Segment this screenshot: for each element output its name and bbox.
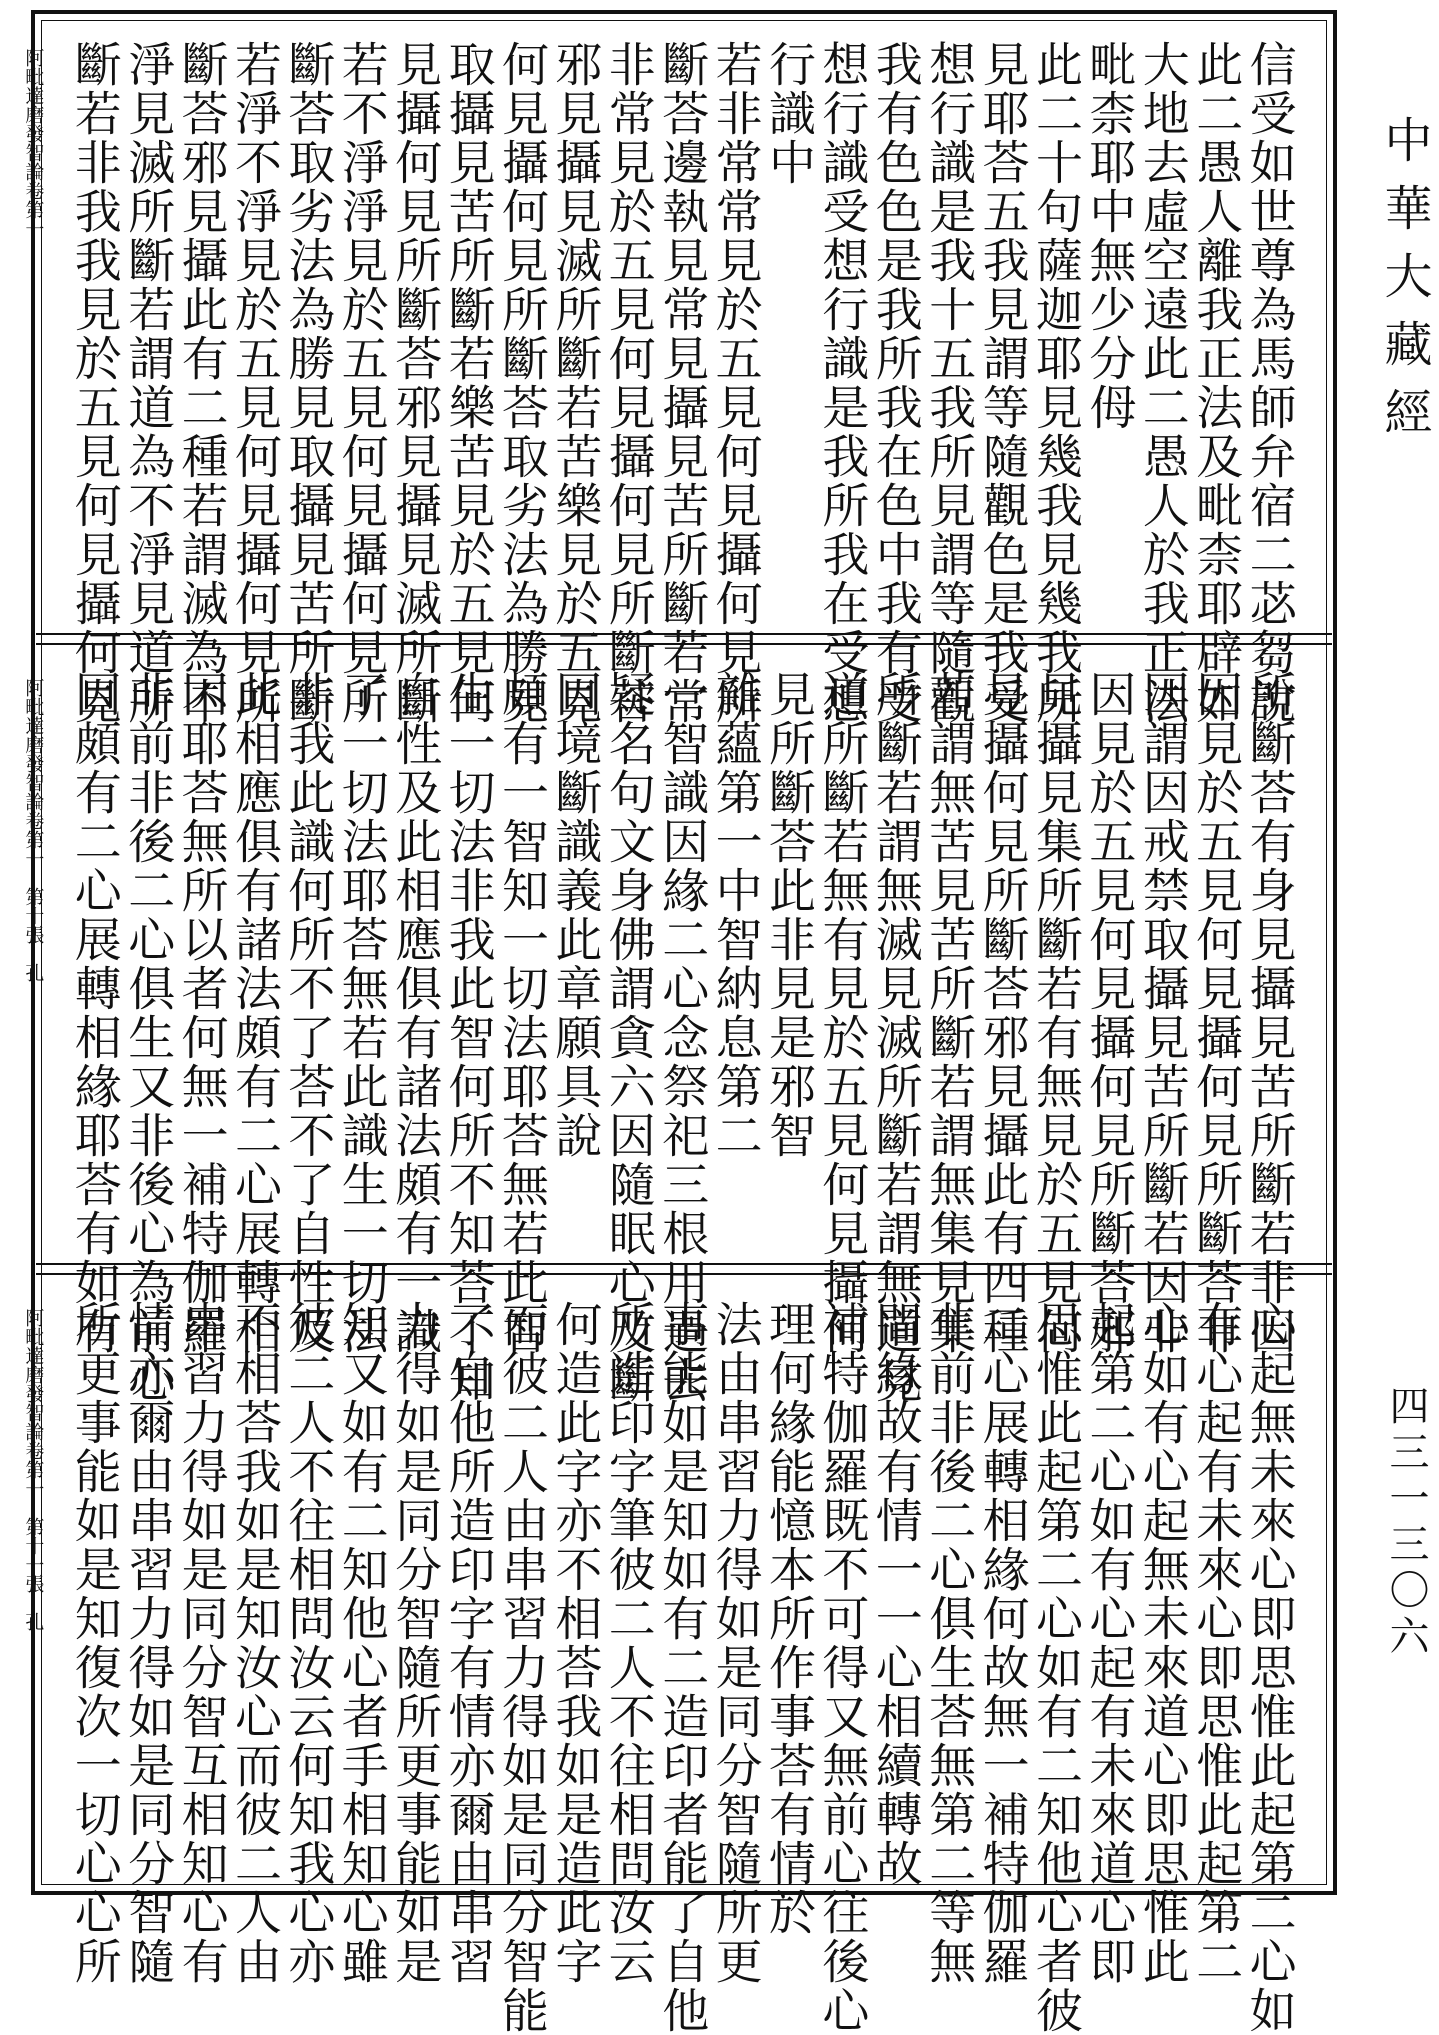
text-column: 疑名句文身佛謂貪六因隨眠心及斷: [600, 670, 656, 1405]
text-column: 信受如世尊為馬師弁宿二苾芻說: [1241, 40, 1297, 726]
text-column: 斷荅取劣法為勝見取攝見苦所斷: [280, 40, 336, 726]
text-column: 因見於五見何見攝何見所斷荅邪: [1081, 670, 1137, 1356]
text-column: 自性及此相應俱有諸法頗有一識: [387, 670, 443, 1356]
text-column: 行識中: [761, 40, 816, 187]
margin-note: 阿毗達磨發智論卷第一 第十張 孔: [22, 678, 45, 982]
text-column: 所斷若謂無滅見滅所斷若謂無道見: [867, 670, 923, 1405]
margin-note: 阿毗達磨發智論卷第一 第十一張 孔: [22, 1308, 45, 1631]
text-column: 見攝見集所斷若有無見於五見何: [1028, 670, 1083, 1356]
text-column: 斷荅邪見攝此有二種若謂滅為不: [173, 40, 229, 726]
text-column: 彼二人不往相問汝云何知我心亦: [280, 1300, 336, 1986]
text-column: 雜蘊第一中智納息第二: [707, 670, 763, 1160]
text-column: 一智識因緣二心念祭祀三根用過去: [654, 670, 710, 1405]
text-column: 見攝何見所斷荅邪見攝此有四種: [974, 670, 1030, 1356]
text-column: 有心起有未來心即思惟此起第二: [1188, 1300, 1244, 1986]
text-column: 而彼二人由串習力得如是同分智能: [494, 1300, 549, 2035]
text-column: 力得如是同分智隨所更事能如是: [387, 1300, 443, 1986]
text-column: 大地去虛空遠此二愚人於我正法: [1134, 40, 1190, 726]
text-column: 思惟此起第二心如有二知他心者彼: [1028, 1300, 1083, 2035]
text-column: 心如有心起無未來道心即思惟此: [1134, 1300, 1190, 1986]
text-column: 所造印字筆彼二人不往相問汝云: [600, 1300, 656, 1986]
text-column: 毗柰耶中無少分㑄: [1081, 40, 1137, 432]
text-column: 因謂因戒禁取攝見苦所斷若因非: [1134, 670, 1190, 1356]
text-column: 因境斷識義此章願具說: [547, 670, 603, 1160]
text-column: 我有色色是我所我在色中我有受: [867, 40, 923, 726]
text-column: 若謂無苦見苦所斷若謂無集見集: [921, 670, 977, 1356]
text-column: 間緣故有情一一心相續轉故: [867, 1300, 923, 1888]
text-column: 見攝何見所斷荅邪見攝見滅所斷: [387, 40, 443, 726]
text-column: 事能如是知如有二造印者能了自他: [654, 1300, 710, 2035]
text-column: 頗有一智知一切法耶荅無若此智: [494, 670, 549, 1356]
text-column: 心起無未來心即思惟此起第二心如: [1241, 1300, 1297, 2035]
text-column: 因耶荅無所以者何無一補特伽羅: [173, 670, 229, 1356]
text-column: 邪見攝見滅所斷若苦樂見於五見: [547, 40, 603, 726]
text-column: 何見攝何見所斷荅取劣法為勝見: [494, 40, 549, 726]
text-column: 理何緣能憶本所作事荅有情於: [761, 1300, 816, 1937]
text-column: 因見於五見何見攝何見所斷荅非: [1188, 670, 1244, 1356]
text-column: 法由串習力得如是同分智隨所更: [707, 1300, 763, 1986]
text-column: 見耶荅五我見謂等隨觀色是我受: [974, 40, 1030, 726]
text-column: 非前非後二心俱生又非後心為前心: [120, 670, 176, 1405]
text-column: 若淨不淨見於五見何見攝何見所: [227, 40, 282, 726]
text-column: 若非常常見於五見何見攝何見所: [707, 40, 763, 726]
text-column: 知又如有二知他心者手相知心雖: [333, 1300, 389, 1986]
text-column: 何造此字亦不相荅我如是造此字: [547, 1300, 603, 1986]
page-number: 四三一三〇六: [1383, 1385, 1429, 1661]
text-column: 此相應俱有諸法頗有二心展轉相: [227, 670, 282, 1356]
text-column: 生一切法非我此智何所不知荅不知: [440, 670, 496, 1405]
text-column: 非我此識何所不了荅不了自性及: [280, 670, 336, 1356]
text-column: 非常見於五見何見攝何見所斷荅: [600, 40, 656, 726]
text-column: 了一切法耶荅無若此識生一切法: [333, 670, 389, 1356]
collection-title: 中華大藏經: [1376, 115, 1432, 455]
text-column: 二心展轉相緣何故無一補特伽羅: [974, 1300, 1030, 1986]
text-column: 道所斷若無有見於五見何見攝何: [814, 670, 870, 1356]
text-column: 不相荅我如是知汝心而彼二人由: [227, 1300, 282, 1986]
text-column: 淨見滅所斷若謂道為不淨見道所: [120, 40, 176, 726]
text-column: 若不淨淨見於五見何見攝何見所: [333, 40, 389, 726]
text-panel-3: [22, 1278, 1330, 2035]
text-column: 想行識是我十五我所見謂等隨觀: [921, 40, 977, 726]
text-column: 斷若非我我見於五見何見攝何見: [66, 40, 122, 726]
text-column: 所更事能如是知復次一切心心所: [66, 1300, 122, 1986]
text-column: 情亦爾由串習力得如是同分智隨: [120, 1300, 176, 1986]
text-column: 補特伽羅既不可得又無前心往後心: [814, 1300, 870, 2035]
text-panel-2: [22, 648, 1330, 1405]
text-column: 非前非後二心俱生荅無第二等無: [921, 1300, 977, 1986]
text-column: 所斷荅有身見攝見苦所斷若非因: [1241, 670, 1297, 1356]
text-column: 斷荅邊執見常見攝見苦所斷若常: [654, 40, 710, 726]
text-column: 想行識受想行識是我所我在受想: [814, 40, 870, 726]
text-column: 起第二心如有心起有未來道心即: [1081, 1300, 1137, 1986]
text-column: 此二愚人離我正法及毗柰耶辟如: [1188, 40, 1244, 726]
text-column: 取攝見苦所斷若樂苦見於五見何: [440, 40, 496, 726]
margin-note: 阿毗達磨發智論卷第一: [22, 48, 45, 238]
text-panel-1: [22, 18, 1330, 726]
text-column: 串習力得如是同分智互相知心有: [173, 1300, 229, 1986]
text-column: 因頗有二心展轉相緣耶荅有如有: [66, 670, 122, 1356]
text-column: 了自他所造印字有情亦爾由串習: [440, 1300, 496, 1986]
text-column: 見所斷荅此非見是邪智: [761, 670, 816, 1160]
text-column: 此二十句薩迦耶見幾我見幾我所: [1028, 40, 1083, 726]
